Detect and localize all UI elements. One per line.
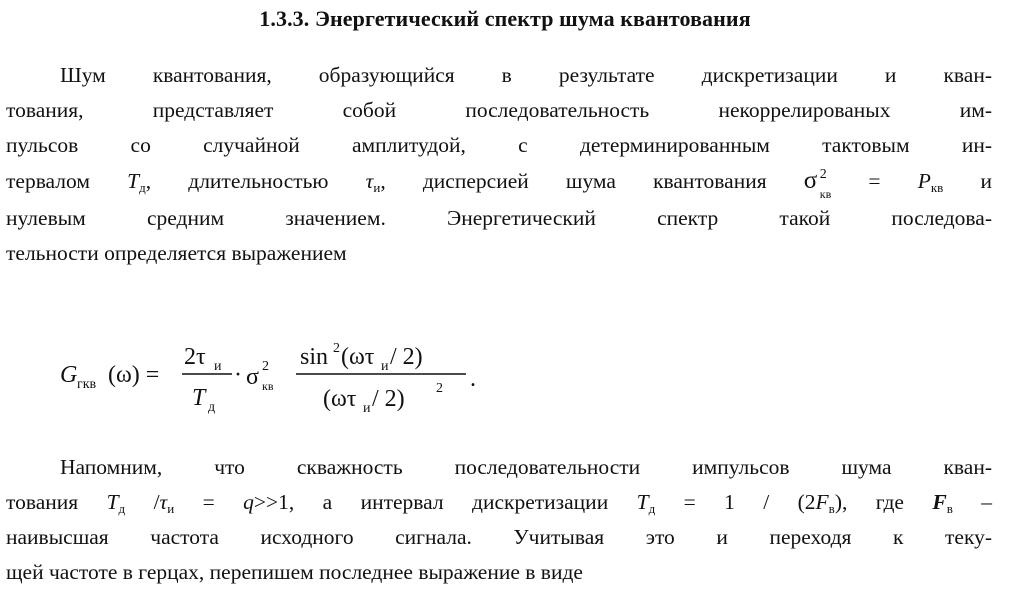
paragraph-2-line-1: Напомним, что скважность последовательности импульсов шума кван- <box>60 455 992 479</box>
paragraph-2-line-3: наивысшая частота исходного сигнала. Учитывая это и переходя к теку- <box>6 525 992 549</box>
paragraph-1-line-5: нулевым средним значением. Энергетический спектр такой последова- <box>6 206 992 230</box>
paragraph-1-line-3: пульсов со случайной амплитудой, с детерминированным тактовым ин- <box>6 133 992 157</box>
frac1-denominator-sub: д <box>208 400 216 415</box>
frac2-numerator-arg: (ωτ <box>341 344 375 370</box>
formula-dot: · <box>234 362 242 388</box>
paragraph-2-line-2: тования $T_д$ $/\tau_и = q>>1$, а интервал дискретизации $T_д = 1 / (2F_в)$, где $F_в$ – <box>6 490 993 516</box>
formula-sigma-sub: кв <box>262 379 274 393</box>
section-heading <box>0 6 1010 32</box>
sigma-kv-symbol: σ 2 кв <box>803 167 832 201</box>
paragraph-1-line-1: Шум квантования, образующийся в результате дискретизации и кван- <box>60 63 992 87</box>
frac1-numerator: 2τ <box>184 344 206 370</box>
frac2-numerator-rest: / 2) <box>390 344 423 370</box>
formula-G: G <box>60 362 78 388</box>
frac2-denominator-rest: / 2) <box>372 386 405 412</box>
frac2-denominator-sub: и <box>363 401 371 416</box>
frac2-numerator-sin: sin <box>300 344 329 370</box>
formula-sigma: σ <box>246 364 259 390</box>
frac2-denominator-arg: (ωτ <box>323 386 357 412</box>
section-number: 1.3.3. <box>259 6 310 31</box>
paragraph-2-line-4: щей частоте в герцах, перепишем последнее выражение в виде <box>6 560 583 584</box>
frac1-denominator: T <box>192 385 206 411</box>
paragraph-2 <box>6 450 992 590</box>
frac2-denominator-sup: 2 <box>436 381 443 396</box>
paragraph-1 <box>6 58 992 271</box>
formula-period: . <box>470 366 476 392</box>
formula-sigma-sup: 2 <box>262 359 269 374</box>
formula-G-sub: гкв <box>77 377 97 392</box>
spectrum-formula <box>0 330 1010 420</box>
frac2-numerator-sub: и <box>381 359 389 374</box>
paragraph-1-line-2: тования, представляет собой последовательность некоррелированых им- <box>6 98 992 122</box>
paragraph-1-line-4: тервалом $T_д$, длительностью $\tau_и$, дисперсией шума квантования σ 2 кв = $P_{кв}$ и <box>6 163 992 201</box>
formula-arg: (ω) = <box>108 362 160 388</box>
paragraph-1-line-6: тельности определяется выражением <box>6 241 347 265</box>
section-title: Энергетический спектр шума квантования <box>314 6 751 31</box>
frac2-numerator-sup: 2 <box>333 341 340 356</box>
frac1-numerator-sub: и <box>214 359 222 374</box>
